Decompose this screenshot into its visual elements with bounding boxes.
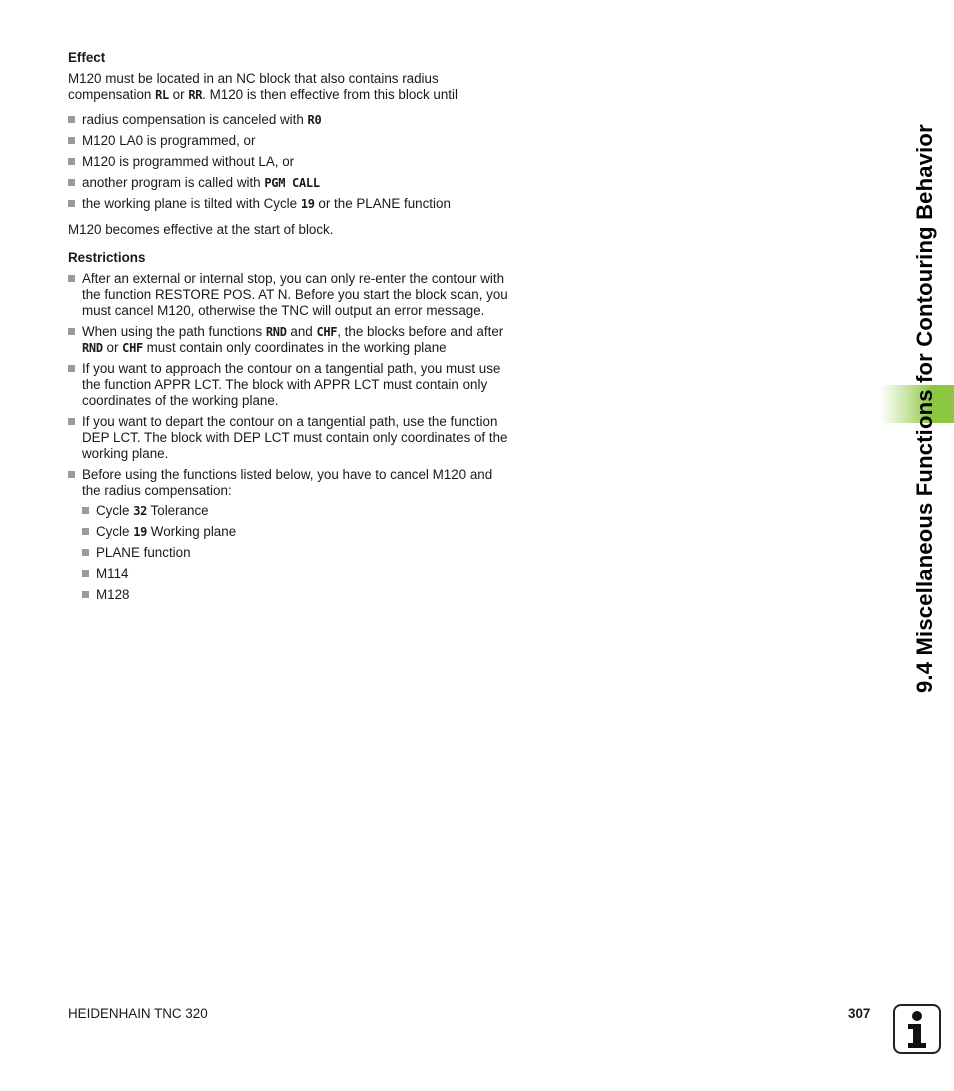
nc-code-keyword: 19: [300, 197, 315, 211]
restrictions-heading: Restrictions: [68, 250, 146, 265]
restriction-sub-bullet: Cycle 19 Working plane: [82, 524, 514, 540]
nc-code-keyword: RND: [82, 341, 103, 355]
page-number: 307: [848, 1006, 871, 1021]
effect-bullet: radius compensation is canceled with R0: [68, 112, 514, 128]
nc-code-keyword: PGM CALL: [264, 176, 320, 190]
nc-code-keyword: RR: [188, 88, 203, 102]
restriction-sub-bullet: M128: [82, 587, 514, 603]
effect-bullet-list: [68, 112, 514, 212]
effect-bullet: M120 LA0 is programmed, or: [68, 133, 514, 149]
restriction-bullet: [68, 467, 514, 603]
restriction-sub-list: [82, 503, 514, 603]
nc-code-keyword: RL: [155, 88, 169, 102]
restriction-sub-bullet: M114: [82, 566, 514, 582]
nc-code-keyword: CHF: [316, 325, 338, 339]
effect-intro: M120 must be located in an NC block that also contains radius compensation RL or RR. M120 is then effective from this block until: [68, 71, 458, 102]
restriction-bullet: After an external or internal stop, you can only re-enter the contour with the function RESTORE POS. AT N. Before you start the block scan, you must cancel M120, otherwise the TNC will output an error message.: [68, 271, 514, 319]
effect-outro: M120 becomes effective at the start of block.: [68, 222, 334, 237]
restriction-bullet-text: Before using the functions listed below, you have to cancel M120 and the radius compensation:: [82, 467, 493, 498]
main-content: [68, 50, 514, 613]
nc-code-keyword: R0: [307, 113, 322, 127]
footer-product-name: HEIDENHAIN TNC 320: [68, 1006, 208, 1021]
restriction-sub-bullet: PLANE function: [82, 545, 514, 561]
effect-heading: Effect: [68, 50, 106, 65]
nc-code-keyword: 19: [133, 525, 148, 539]
nc-code-keyword: 32: [133, 504, 148, 518]
restriction-bullet: When using the path functions RND and CHF, the blocks before and after RND or CHF must contain only coordinates in the working plane: [68, 324, 514, 356]
effect-bullet: M120 is programmed without LA, or: [68, 154, 514, 170]
restriction-bullet: If you want to depart the contour on a tangential path, use the function DEP LCT. The block with DEP LCT must contain only coordinates of the working plane.: [68, 414, 514, 462]
effect-bullet: another program is called with PGM CALL: [68, 175, 514, 191]
restriction-bullet: If you want to approach the contour on a tangential path, you must use the function APPR LCT. The block with APPR LCT must contain only coordinates of the working plane.: [68, 361, 514, 409]
chapter-side-title: 9.4 Miscellaneous Functions for Contouring Behavior: [912, 124, 937, 693]
nc-code-keyword: RND: [265, 325, 287, 339]
restriction-sub-bullet: Cycle 32 Tolerance: [82, 503, 514, 519]
info-icon: [893, 1004, 941, 1054]
restrictions-bullet-list: [68, 271, 514, 603]
effect-bullet: the working plane is tilted with Cycle 19 or the PLANE function: [68, 196, 514, 212]
nc-code-keyword: CHF: [122, 341, 143, 355]
